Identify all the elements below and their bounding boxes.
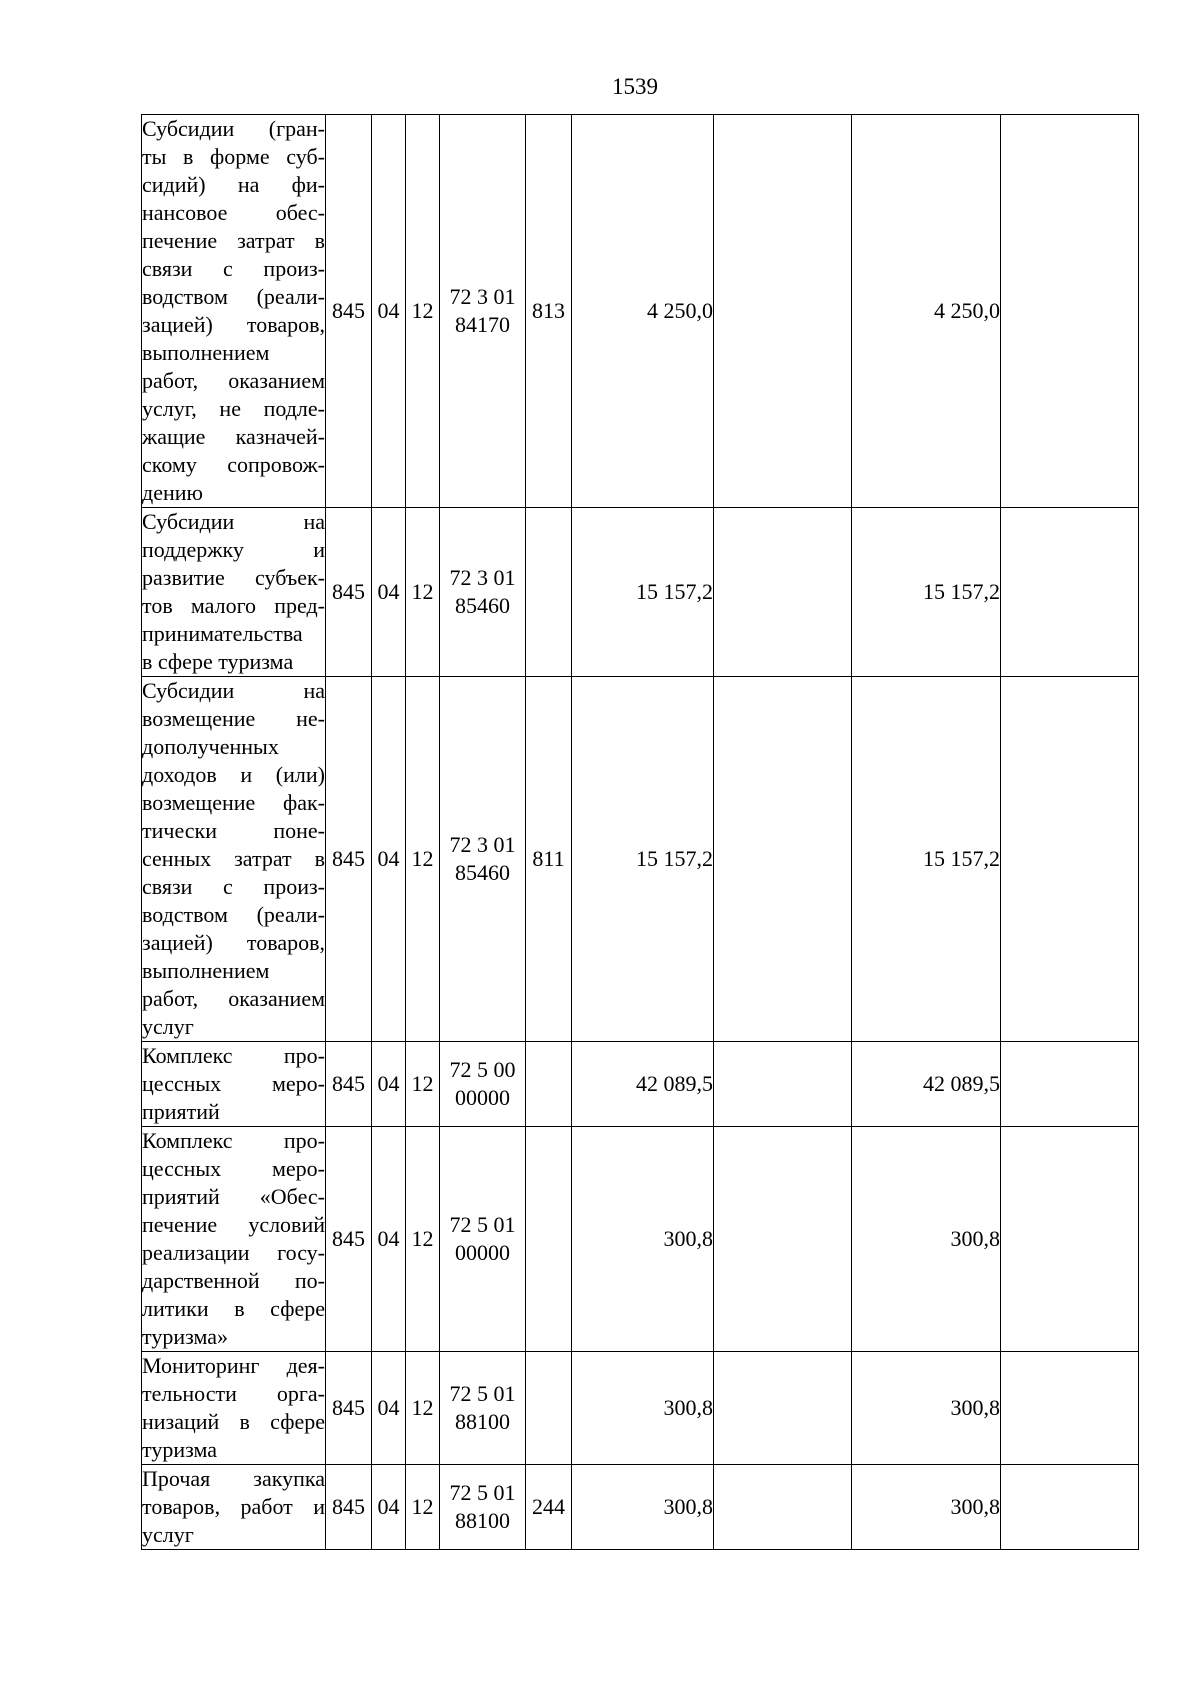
subsection-code: 12 (406, 1127, 440, 1352)
amount-total: 15 157,2 (852, 677, 1001, 1042)
table-row (142, 508, 1139, 677)
description-line: дению (142, 480, 203, 505)
amount: 15 157,2 (572, 508, 714, 677)
description-line: приятий «Обес- (142, 1184, 325, 1209)
section-code: 04 (372, 1042, 406, 1127)
target-article-code (440, 508, 526, 677)
subsection-code: 12 (406, 508, 440, 677)
description-line: сидий) на фи- (142, 172, 325, 197)
amount: 300,8 (572, 1465, 714, 1550)
description-line: Мониторинг дея- (142, 1353, 325, 1378)
target-article-part-1: 72 3 01 (449, 284, 516, 309)
extra-cell (1001, 508, 1139, 677)
description-line: тически поне- (142, 818, 325, 843)
description-line: возмещение фак- (142, 790, 325, 815)
row-description (142, 1042, 326, 1127)
description-line: выполнением (142, 958, 270, 983)
table-body (142, 115, 1139, 1550)
target-article-code (440, 115, 526, 508)
target-article-code (440, 1352, 526, 1465)
row-description (142, 508, 326, 677)
section-code: 04 (372, 115, 406, 508)
target-article-part-2: 88100 (455, 1409, 510, 1434)
amount: 42 089,5 (572, 1042, 714, 1127)
description-line: Комплекс про- (142, 1128, 325, 1153)
description-line: доходов и (или) (142, 762, 325, 787)
empty-cell (714, 1127, 852, 1352)
extra-cell (1001, 115, 1139, 508)
amount-total: 300,8 (852, 1127, 1001, 1352)
description-line: Субсидии на (142, 509, 325, 534)
target-article-code (440, 1127, 526, 1352)
description-line: Субсидии на (142, 678, 325, 703)
extra-cell (1001, 1042, 1139, 1127)
description-line: водством (реали- (142, 284, 325, 309)
description-line: связи с произ- (142, 874, 325, 899)
subsection-code: 12 (406, 1352, 440, 1465)
description-line: дарственной по- (142, 1268, 325, 1293)
description-line: Комплекс про- (142, 1043, 325, 1068)
description-line: цессных меро- (142, 1071, 325, 1096)
description-line: в сфере туризма (142, 649, 294, 674)
section-code: 04 (372, 1465, 406, 1550)
expense-type-code: 811 (526, 677, 572, 1042)
expense-type-code (526, 508, 572, 677)
ministry-code: 845 (326, 677, 372, 1042)
description-line: ты в форме суб- (142, 144, 325, 169)
empty-cell (714, 115, 852, 508)
table-row (142, 677, 1139, 1042)
description-line: принимательства (142, 621, 303, 646)
subsection-code: 12 (406, 1042, 440, 1127)
row-description (142, 1127, 326, 1352)
description-line: тельности орга- (142, 1381, 325, 1406)
description-line: сенных затрат в (142, 846, 325, 871)
target-article-part-2: 84170 (455, 312, 510, 337)
subsection-code: 12 (406, 115, 440, 508)
table-row (142, 1127, 1139, 1352)
target-article-code (440, 1465, 526, 1550)
empty-cell (714, 1352, 852, 1465)
amount-total: 42 089,5 (852, 1042, 1001, 1127)
row-description (142, 677, 326, 1042)
description-line: Субсидии (гран- (142, 116, 325, 141)
table-row (142, 1042, 1139, 1127)
description-line: нансовое обес- (142, 200, 325, 225)
target-article-part-1: 72 3 01 (449, 832, 516, 857)
expense-type-code (526, 1127, 572, 1352)
ministry-code: 845 (326, 508, 372, 677)
section-code: 04 (372, 1352, 406, 1465)
description-line: литики в сфере (142, 1296, 325, 1321)
description-line: услуг (142, 1014, 194, 1039)
target-article-part-2: 00000 (455, 1240, 510, 1265)
row-description (142, 115, 326, 508)
ministry-code: 845 (326, 1352, 372, 1465)
ministry-code: 845 (326, 115, 372, 508)
description-line: развитие субъек- (142, 565, 325, 590)
amount-total: 300,8 (852, 1352, 1001, 1465)
target-article-part-2: 00000 (455, 1085, 510, 1110)
description-line: приятий (142, 1099, 220, 1124)
table-row (142, 1352, 1139, 1465)
empty-cell (714, 508, 852, 677)
description-line: выполнением (142, 340, 270, 365)
row-description (142, 1465, 326, 1550)
description-line: поддержку и (142, 537, 325, 562)
description-line: тов малого пред- (142, 593, 325, 618)
amount: 4 250,0 (572, 115, 714, 508)
target-article-part-2: 85460 (455, 593, 510, 618)
target-article-part-1: 72 5 01 (449, 1381, 516, 1406)
extra-cell (1001, 1465, 1139, 1550)
empty-cell (714, 1042, 852, 1127)
description-line: работ, оказанием (142, 368, 325, 393)
expense-type-code: 244 (526, 1465, 572, 1550)
page-number: 1539 (612, 74, 658, 99)
empty-cell (714, 1465, 852, 1550)
expense-type-code: 813 (526, 115, 572, 508)
target-article-part-1: 72 3 01 (449, 565, 516, 590)
description-line: цессных меро- (142, 1156, 325, 1181)
ministry-code: 845 (326, 1042, 372, 1127)
amount-total: 4 250,0 (852, 115, 1001, 508)
ministry-code: 845 (326, 1127, 372, 1352)
target-article-part-1: 72 5 01 (449, 1212, 516, 1237)
section-code: 04 (372, 508, 406, 677)
amount: 300,8 (572, 1127, 714, 1352)
subsection-code: 12 (406, 1465, 440, 1550)
expense-type-code (526, 1352, 572, 1465)
description-line: зацией) товаров, (142, 312, 325, 337)
extra-cell (1001, 1352, 1139, 1465)
amount: 300,8 (572, 1352, 714, 1465)
description-line: зацией) товаров, (142, 930, 325, 955)
amount: 15 157,2 (572, 677, 714, 1042)
empty-cell (714, 677, 852, 1042)
amount-total: 15 157,2 (852, 508, 1001, 677)
description-line: дополученных (142, 734, 279, 759)
ministry-code: 845 (326, 1465, 372, 1550)
description-line: низаций в сфере (142, 1409, 325, 1434)
description-line: печение условий (142, 1212, 325, 1237)
budget-table (141, 114, 1139, 1550)
target-article-part-2: 88100 (455, 1508, 510, 1533)
description-line: туризма» (142, 1324, 229, 1349)
section-code: 04 (372, 677, 406, 1042)
description-line: услуг (142, 1522, 194, 1547)
table-row (142, 1465, 1139, 1550)
extra-cell (1001, 1127, 1139, 1352)
target-article-part-1: 72 5 01 (449, 1480, 516, 1505)
description-line: печение затрат в (142, 228, 325, 253)
subsection-code: 12 (406, 677, 440, 1042)
description-line: туризма (142, 1437, 218, 1462)
target-article-part-2: 85460 (455, 860, 510, 885)
table-row (142, 115, 1139, 508)
target-article-code (440, 1042, 526, 1127)
description-line: реализации госу- (142, 1240, 325, 1265)
expense-type-code (526, 1042, 572, 1127)
description-line: связи с произ- (142, 256, 325, 281)
description-line: возмещение не- (142, 706, 325, 731)
target-article-code (440, 677, 526, 1042)
amount-total: 300,8 (852, 1465, 1001, 1550)
extra-cell (1001, 677, 1139, 1042)
description-line: скому сопровож- (142, 452, 325, 477)
row-description (142, 1352, 326, 1465)
description-line: товаров, работ и (142, 1494, 325, 1519)
target-article-part-1: 72 5 00 (449, 1057, 516, 1082)
description-line: водством (реали- (142, 902, 325, 927)
description-line: жащие казначей- (142, 424, 325, 449)
description-line: работ, оказанием (142, 986, 325, 1011)
section-code: 04 (372, 1127, 406, 1352)
description-line: услуг, не подле- (142, 396, 325, 421)
description-line: Прочая закупка (142, 1466, 325, 1491)
